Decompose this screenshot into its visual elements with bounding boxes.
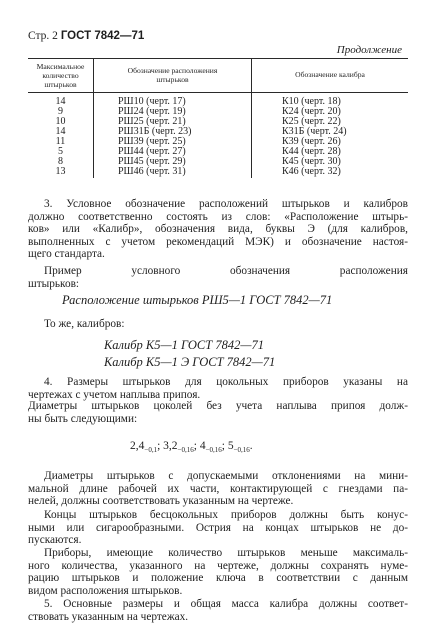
diameter-value: $4_{-0,16}$ xyxy=(199,440,222,454)
standard-code: ГОСТ 7842—71 xyxy=(60,30,145,42)
table-top-rule xyxy=(28,58,408,59)
diameter-value: $3,2_{-0,16}$ xyxy=(163,440,194,454)
page-header xyxy=(28,30,144,42)
section-3-paragraph: 3. Условное обозначение расположений штырьков и калибров должно соответственно состоять из слов: «Расположение штырь- ков» или «Калибр», обозначения вида, буквы Э (для калибров, выполненных с учетом рекомендаций МЭК) и обозначение настоя- щего стандарта. xyxy=(28,198,408,261)
pin-ends-paragraph: Концы штырьков бесцокольных приборов должны быть конус- ными или сигарообразными. Острия на концах штырьков не до- пускаются. xyxy=(28,509,408,547)
example-designation-pins: Расположение штырьков РШ5—1 ГОСТ 7842—71 xyxy=(62,293,333,307)
example-designation-caliber-iec: Калибр К5—1 Э ГОСТ 7842—71 xyxy=(104,355,276,369)
diameters-intro: Диаметры штырьков цоколей без учета наплыва припоя долж- ны быть следующими: xyxy=(28,400,408,425)
page-number: Стр. 2 xyxy=(28,30,58,42)
example-heading: Пример условного обозначения расположения штырьков: xyxy=(28,265,408,290)
example-designation-caliber: Калибр К5—1 ГОСТ 7842—71 xyxy=(104,338,264,352)
section-5-paragraph: 5. Основные размеры и общая масса калибра должны соответ- ствовать указанным на чертежах. xyxy=(28,598,408,623)
section-4-paragraph: 4. Размеры штырьков для цокольных приборов указаны на чертежах с учетом наплыва припоя. xyxy=(28,376,408,401)
table-header-cell: Максимальное количество штырьков xyxy=(36,62,85,89)
continuation-label: Продолжение xyxy=(336,44,402,56)
diameter-value: $5_{-0,16}$ xyxy=(227,440,250,454)
devices-paragraph: Приборы, имеющие количество штырьков меньше максималь- ного количества, указанного на чертеже, должны сохранять нуме- рацию штырьков и положение ключа в соответствии с данным видом расположения штырьков. xyxy=(28,547,408,597)
table-header-cell: Обозначение калибра xyxy=(295,70,365,79)
table-header-rule xyxy=(28,92,408,93)
diameter-value: $2,4_{-0,1}$ xyxy=(130,440,158,454)
calibers-label: То же, калибров: xyxy=(44,318,125,330)
table-header-cell: Обозначение расположения штырьков xyxy=(127,66,218,84)
diameter-values: $2,4_{-0,1}$; $3,2_{-0,16}$; $4_{-0,16}$; $5_{-0,16}$. xyxy=(130,440,253,454)
tolerances-paragraph: Диаметры штырьков с допускаемыми отклонениями на мини- мальной длине рабочей их части, контактирующей с гнездами па- нелей, должны соответствовать указанным на чертеже. xyxy=(28,470,408,508)
